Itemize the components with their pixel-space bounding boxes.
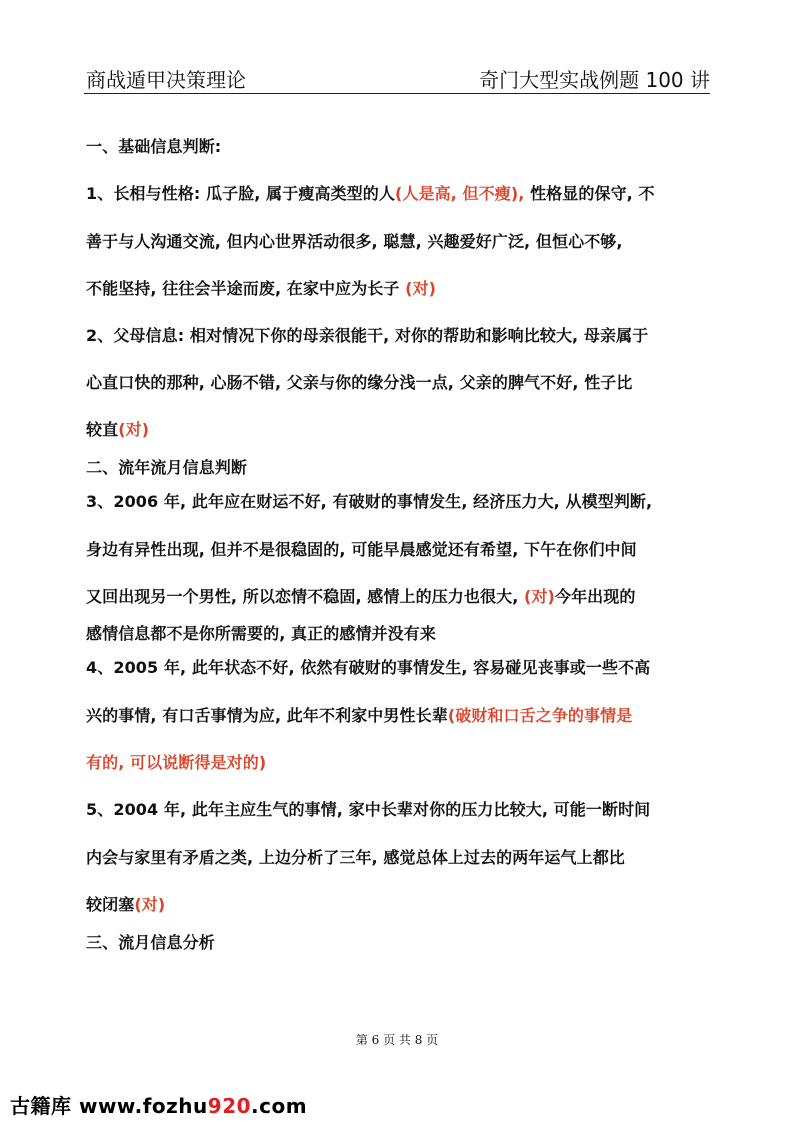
body-text: 1、长相与性格: 瓜子脸, 属于瘦高类型的人 — [86, 184, 395, 203]
header-right-title: 奇门大型实战例题 100 讲 — [479, 68, 710, 92]
header-left-title: 商战遁甲决策理论 — [86, 68, 246, 92]
body-text: 3、2006 年, 此年应在财运不好, 有破财的事情发生, 经济压力大, 从模型判断, — [86, 492, 653, 511]
annotation-text: (破财和口舌之争的事情是 — [447, 706, 633, 725]
body-text: 5、2004 年, 此年主应生气的事情, 家中长辈对你的压力比较大, 可能一断时间 — [86, 800, 651, 819]
body-text: 善于与人沟通交流, 但内心世界活动很多, 聪慧, 兴趣爱好广泛, 但恒心不够, — [86, 232, 623, 251]
text-line — [86, 930, 716, 953]
body-text: 身边有异性出现, 但并不是很稳固的, 可能早晨感觉还有希望, 下午在你们中间 — [86, 540, 637, 559]
site-watermark — [10, 1090, 307, 1119]
body-text: 今年出现的 — [554, 587, 636, 606]
text-line — [86, 370, 716, 393]
text-line — [86, 537, 716, 560]
text-line — [86, 489, 716, 512]
body-text: 性格显的保守, 不 — [524, 184, 655, 203]
watermark-suffix: .com — [251, 1094, 308, 1118]
text-line — [86, 323, 716, 346]
body-text: 一、基础信息判断: — [86, 137, 222, 156]
body-text: 三、流月信息分析 — [86, 933, 215, 952]
text-line — [86, 181, 716, 204]
text-line — [86, 655, 716, 678]
annotation-text: 有的, 可以说断得是对的) — [86, 753, 267, 772]
text-line — [86, 584, 716, 607]
body-text: 心直口快的那种, 心肠不错, 父亲与你的缘分浅一点, 父亲的脾气不好, 性子比 — [86, 373, 633, 392]
annotation-text: (对) — [118, 420, 150, 439]
body-text: 兴的事情, 有口舌事情为应, 此年不利家中男性长辈 — [86, 706, 448, 725]
text-line — [86, 703, 716, 726]
body-text: 感情信息都不是你所需要的, 真正的感情并没有来 — [86, 624, 436, 643]
header-rule — [84, 93, 710, 94]
body-text: 4、2005 年, 此年状态不好, 依然有破财的事情发生, 容易碰见丧事或一些不高 — [86, 658, 651, 677]
body-text: 较直 — [86, 420, 119, 439]
text-line — [86, 417, 716, 440]
text-line — [86, 134, 716, 157]
text-line — [86, 845, 716, 868]
page-footer: 第 6 页 共 8 页 — [355, 1033, 439, 1047]
annotation-text: (对) — [134, 895, 166, 914]
body-text: 二、流年流月信息判断 — [86, 458, 248, 477]
watermark-highlight: 920 — [207, 1094, 252, 1118]
annotation-text: (人是高, 但不瘦), — [394, 184, 525, 203]
text-line — [86, 455, 716, 478]
text-line — [86, 621, 716, 644]
body-text: 不能坚持, 往往会半途而废, 在家中应为长子 — [86, 279, 406, 298]
annotation-text: (对) — [405, 279, 437, 298]
text-line — [86, 750, 716, 773]
text-line — [86, 797, 716, 820]
watermark-prefix: 古籍库 www.fozhu — [10, 1094, 208, 1118]
body-text: 较闭塞 — [86, 895, 135, 914]
body-text: 2、父母信息: 相对情况下你的母亲很能干, 对你的帮助和影响比较大, 母亲属于 — [86, 326, 649, 345]
text-line — [86, 892, 716, 915]
body-text: 内会与家里有矛盾之类, 上边分析了三年, 感觉总体上过去的两年运气上都比 — [86, 848, 625, 867]
annotation-text: (对) — [524, 587, 555, 606]
body-text: 又回出现另一个男性, 所以恋情不稳固, 感情上的压力也很大, — [86, 587, 525, 606]
text-line — [86, 276, 716, 299]
text-line — [86, 229, 716, 252]
